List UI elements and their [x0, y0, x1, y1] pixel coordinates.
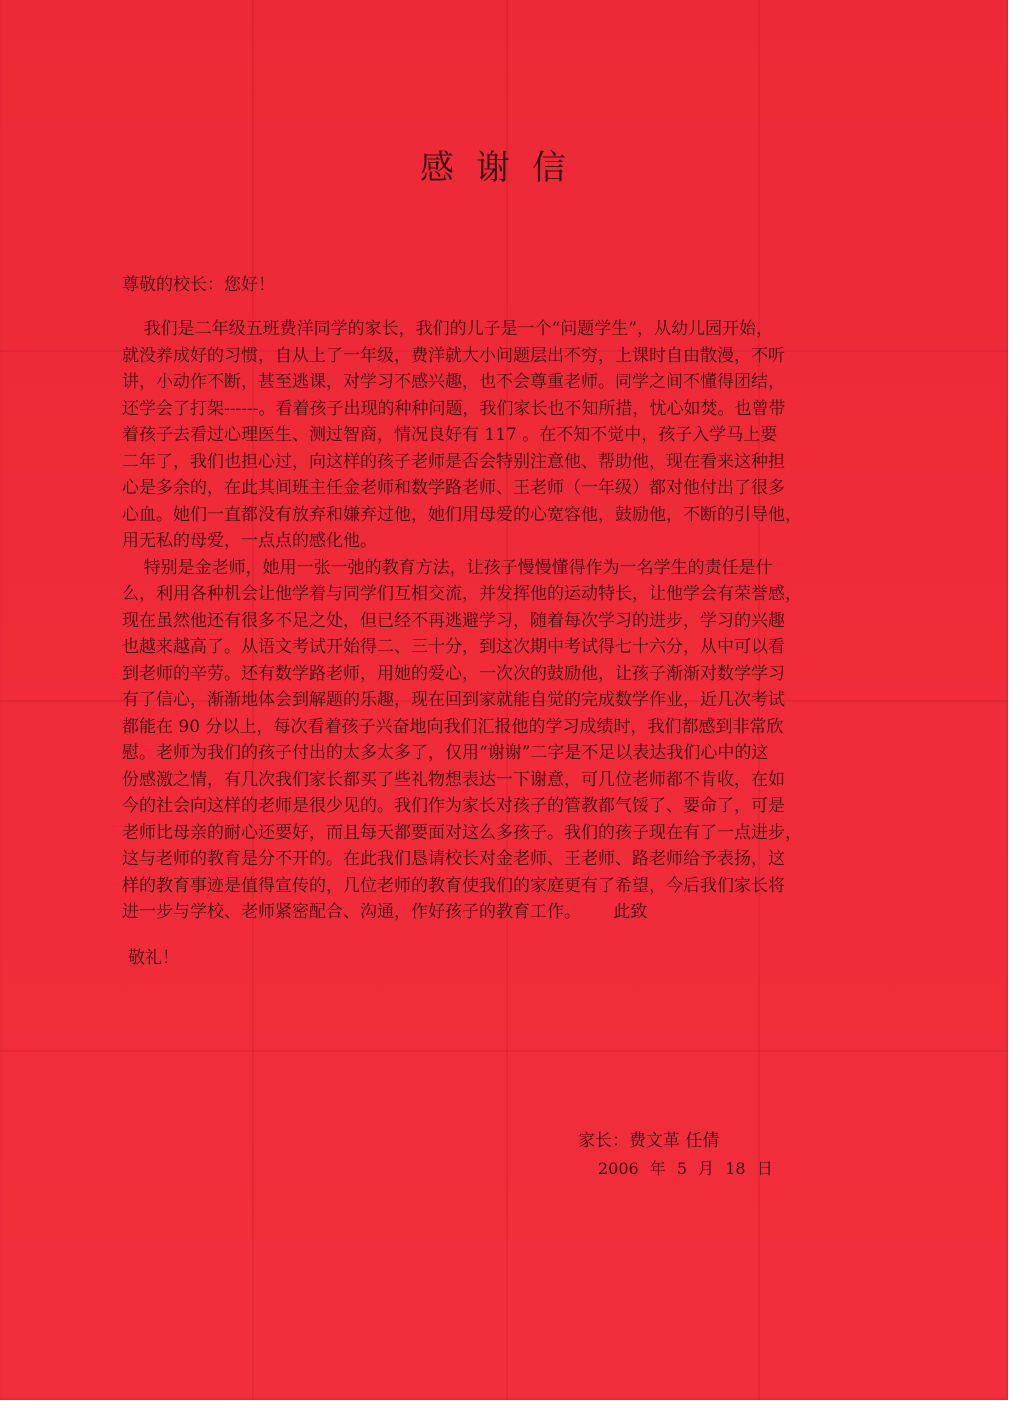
body-line: 还学会了打架------。看着孩子出现的种种问题，我们家长也不知所措，忧心如焚。也曾带 [122, 398, 786, 419]
body-line: 现在虽然他还有很多不足之处，但已经不再逃避学习，随着每次学习的进步，学习的兴趣 [122, 610, 785, 631]
body-line: 老师比母亲的耐心还要好，而且每天都要面对这么多孩子。我们的孩子现在有了一点进步， [122, 822, 802, 843]
body-line: 这与老师的教育是分不开的。在此我们恳请校长对金老师、王老师、路老师给予表扬，这 [122, 849, 785, 869]
body-line: 进一步与学校、老师紧密配合、沟通，作好孩子的教育工作。 此致 [122, 902, 648, 922]
fold-crease [0, 1050, 1008, 1052]
letter-title: 感谢信 [420, 148, 588, 188]
body-line: 着孩子去看过心理医生、测过智商，情况良好有 117 。在不知不觉中，孩子入学马上要 [122, 425, 778, 445]
body-line: 心血。她们一直都没有放弃和嫌弃过他，她们用母爱的心宽容他，鼓励他，不断的引导他， [122, 504, 802, 525]
body-line: 份感激之情，有几次我们家长都买了些礼物想表达一下谢意，可几位老师都不肯收，在如 [122, 769, 785, 790]
body-line: 今的社会向这样的老师是很少见的。我们作为家长对孩子的管教都气馁了、要命了，可是 [122, 796, 785, 816]
letter-date: 2006 年 5 月 18 日 [598, 1159, 773, 1178]
body-line: 心是多余的，在此其间班主任金老师和数学路老师、王老师（一年级）都对他付出了很多 [122, 478, 785, 498]
body-line: 讲，小动作不断，甚至逃课，对学习不感兴趣，也不会尊重老师。同学之间不懂得团结， [122, 372, 785, 392]
body-line: 么，利用各种机会让他学着与同学们互相交流，并发挥他的运动特长，让他学会有荣誉感， [122, 584, 802, 604]
body-line: 也越来越高了。从语文考试开始得二、三十分，到这次期中考试得七十六分，从中可以看 [122, 637, 785, 657]
body-line: 我们是二年级五班费洋同学的家长，我们的儿子是一个“问题学生”，从幼儿园开始， [122, 319, 773, 339]
body-line: 就没养成好的习惯，自从上了一年级，费洋就大小问题层出不穷，上课时自由散漫，不听 [122, 345, 785, 366]
letter-body [122, 316, 892, 926]
body-line: 到老师的辛劳。还有数学路老师，用她的爱心，一次次的鼓励他，让孩子渐渐对数学学习 [122, 663, 785, 684]
letter-signature: 家长：费文革 任倩 [578, 1131, 720, 1151]
body-line: 特别是金老师，她用一张一弛的教育方法，让孩子慢慢懂得作为一名学生的责任是什 [122, 557, 773, 578]
body-line: 样的教育事迹是值得宣传的，几位老师的教育使我们的家庭更有了希望，今后我们家长将 [122, 875, 785, 896]
body-line: 二年了，我们也担心过，向这样的孩子老师是否会特别注意他、帮助他，现在看来这种担 [122, 451, 785, 472]
body-line: 都能在 90 分以上，每次看着孩子兴奋地向我们汇报他的学习成绩时，我们都感到非常欣 [122, 716, 784, 737]
body-line: 有了信心，渐渐地体会到解题的乐趣，现在回到家就能自觉的完成数学作业，近几次考试 [122, 690, 785, 710]
letter-salutation: 尊敬的校长：您好！ [122, 275, 275, 295]
body-line: 用无私的母爱，一点点的感化他。 [122, 531, 377, 551]
body-line: 慰。老师为我们的孩子付出的太多太多了，仅用“谢谢”二字是不足以表达我们心中的这 [122, 743, 769, 763]
letter-closing: 敬礼！ [128, 948, 179, 968]
